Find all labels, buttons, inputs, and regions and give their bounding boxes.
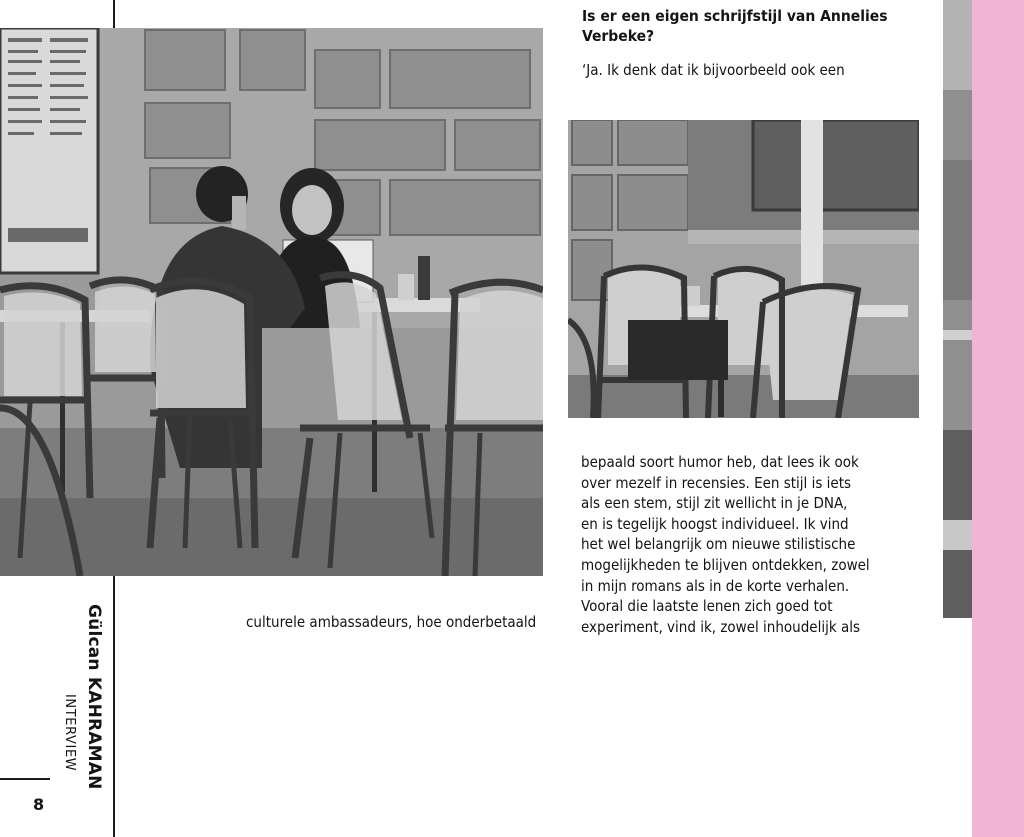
page-number-rule [0, 778, 50, 780]
body-line: Vooral die laatste lenen zich goed tot [581, 597, 833, 616]
answer-start: ‘Ja. Ik denk dat ik bijvoorbeeld ook een [582, 61, 845, 79]
body-line: experiment, vind ik, zowel inhoudelijk als [581, 617, 860, 636]
answer-body [581, 452, 911, 637]
author-surname: KAHRAMAN [84, 676, 104, 790]
body-line: mogelijkheden te blijven ontdekken, zowel [581, 555, 870, 574]
body-line: over mezelf in recensies. Een stijl is iets [581, 473, 852, 492]
margin-rule-bottom [113, 576, 115, 837]
author-first-name: Gülcan [84, 604, 104, 671]
body-line: als een stem, stijl zit wellicht in je DNA, [581, 494, 848, 513]
edge-photo [943, 0, 972, 618]
body-line: en is tegelijk hoogst individueel. Ik vind [581, 514, 849, 533]
margin-rule-top [113, 0, 115, 28]
pink-accent-strip [972, 0, 1024, 837]
section-label: INTERVIEW [62, 694, 77, 772]
body-line: het wel belangrijk om nieuwe stilistische [581, 535, 856, 554]
author-name [84, 604, 104, 790]
empty-terrace-photo [568, 120, 919, 418]
left-column-text: culturele ambassadeurs, hoe onderbetaald [246, 613, 537, 631]
interview-question: Is er een eigen schrijfstijl van Annelies Verbeke? [582, 7, 888, 45]
body-line: in mijn romans als in de korte verhalen. [581, 576, 850, 595]
page-number: 8 [33, 795, 45, 814]
body-line: bepaald soort humor heb, dat lees ik ook [581, 453, 859, 471]
cafe-terrace-photo [0, 28, 543, 576]
